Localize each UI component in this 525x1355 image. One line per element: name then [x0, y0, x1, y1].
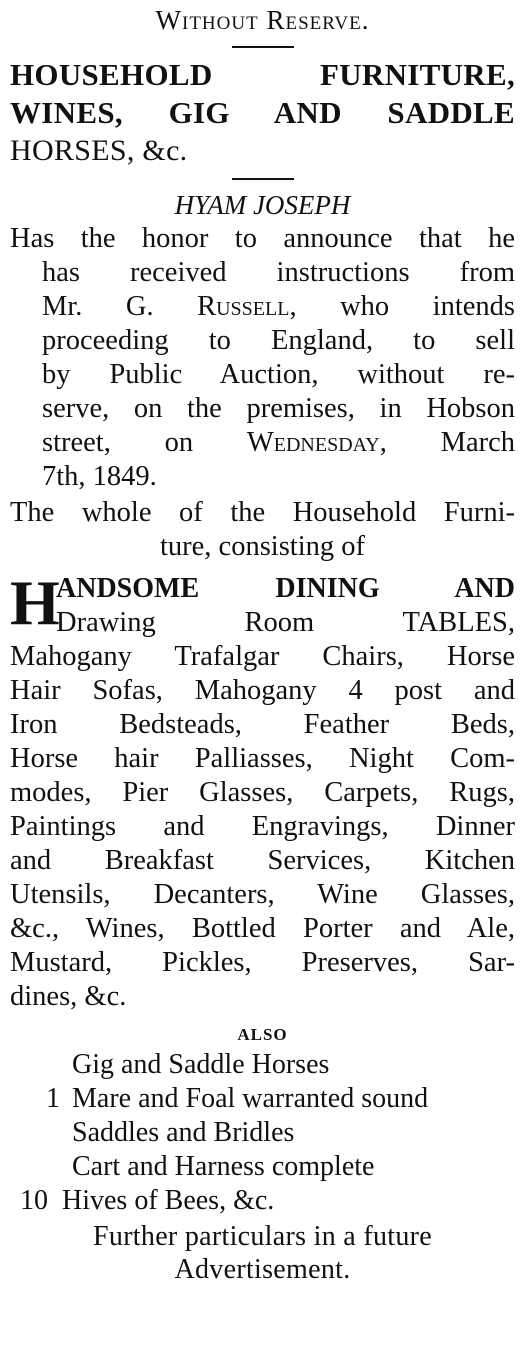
- footer-line: Further particulars in a future: [93, 1221, 432, 1252]
- inventory-line: Mahogany Trafalgar Chairs, Horse: [10, 641, 515, 672]
- inventory-line: Horse hair Palliasses, Night Com-: [10, 743, 515, 774]
- inventory-line: Mustard, Pickles, Preserves, Sar-: [10, 947, 515, 978]
- drop-cap: H: [10, 567, 60, 638]
- list-item: [10, 1082, 515, 1116]
- footer-note: [10, 1220, 515, 1286]
- text-run: , March: [379, 427, 515, 458]
- inventory-line: dines, &c.: [10, 981, 127, 1012]
- sale-day: Wednesday: [246, 427, 380, 458]
- inventory-line: ANDSOME DINING AND: [56, 573, 515, 604]
- list-item: [10, 1048, 515, 1082]
- headline-line: WINES, GIG AND SADDLE: [10, 95, 515, 130]
- item-quantity: [10, 1150, 72, 1184]
- announcement-line: proceeding to England, to sell: [42, 325, 515, 356]
- text-run: , who intends: [289, 291, 515, 322]
- item-text: Cart and Harness complete: [72, 1151, 375, 1182]
- item-text: Saddles and Bridles: [72, 1117, 295, 1148]
- list-item: [10, 1184, 515, 1218]
- announcement-line: [10, 290, 515, 324]
- announcement-line: [10, 426, 515, 460]
- inventory-line: Drawing Room TABLES,: [56, 607, 515, 638]
- intro-line: ture, consisting of: [159, 531, 365, 562]
- headline-line: HOUSEHOLD FURNITURE,: [10, 57, 515, 92]
- inventory-line: and Breakfast Services, Kitchen: [10, 845, 515, 876]
- item-quantity: 10: [20, 1185, 48, 1216]
- announcement-line: Has the honor to announce that he: [10, 223, 515, 254]
- inventory-line: modes, Pier Glasses, Carpets, Rugs,: [10, 777, 515, 808]
- furniture-intro: [10, 496, 515, 564]
- text-run: Mr. G.: [42, 291, 198, 322]
- announcement-line: 7th, 1849.: [42, 461, 157, 492]
- item-quantity: [10, 1048, 72, 1082]
- extras-list: [10, 1048, 515, 1218]
- announcement-line: by Public Auction, without re-: [42, 359, 515, 390]
- also-label: ALSO: [237, 1025, 288, 1044]
- inventory-line: Hair Sofas, Mahogany 4 post and: [10, 675, 515, 706]
- list-item: [10, 1116, 515, 1150]
- reserve-heading: Without Reserve.: [155, 5, 370, 35]
- footer-line: Advertisement.: [174, 1254, 351, 1285]
- inventory-line: Iron Bedsteads, Feather Beds,: [10, 709, 515, 740]
- intro-line: The whole of the Household Furni-: [10, 497, 515, 528]
- item-quantity: [10, 1116, 72, 1150]
- inventory-line: Utensils, Decanters, Wine Glasses,: [10, 879, 515, 910]
- auctioneer-name: HYAM JOSEPH: [174, 190, 351, 220]
- headline: [10, 56, 515, 170]
- inventory-line: &c., Wines, Bottled Porter and Ale,: [10, 913, 515, 944]
- item-text: Gig and Saddle Horses: [72, 1049, 330, 1080]
- item-text: Mare and Foal warranted sound: [72, 1083, 429, 1114]
- announcement-line: has received instructions from: [42, 257, 515, 288]
- item-text: Hives of Bees, &c.: [62, 1185, 275, 1216]
- client-name: Russell: [197, 291, 290, 322]
- divider-rule: [232, 46, 294, 48]
- inventory-paragraph: [10, 567, 515, 1014]
- divider-rule: [232, 178, 294, 180]
- list-item: [10, 1150, 515, 1184]
- announcement-paragraph: [10, 222, 515, 494]
- announcement-line: serve, on the premises, in Hobson: [42, 393, 515, 424]
- headline-line: HORSES, &c.: [10, 134, 188, 167]
- inventory-line: Paintings and Engravings, Dinner: [10, 811, 515, 842]
- item-quantity: 1: [46, 1083, 60, 1114]
- text-run: street, on: [42, 427, 247, 458]
